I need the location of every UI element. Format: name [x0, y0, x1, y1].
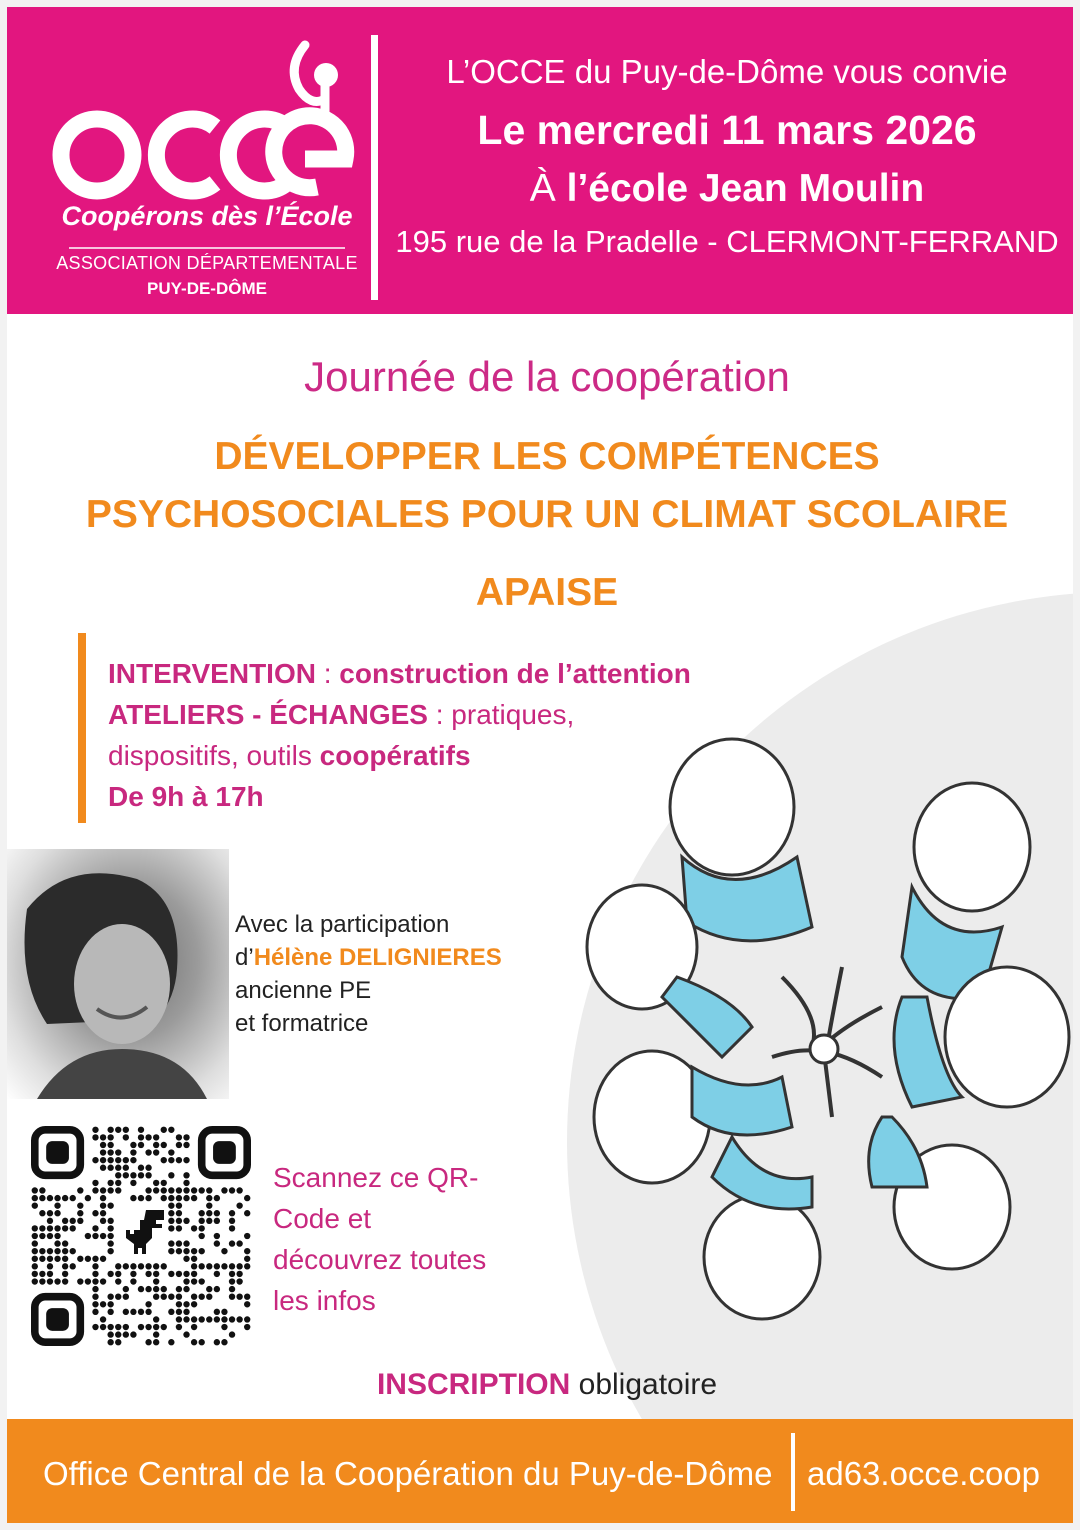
- qr-instructions: Scannez ce QR- Code et découvrez toutes les infos: [273, 1162, 487, 1316]
- participation-block: Avec la participation d’Hélène DELIGNIERES ancienne PE et formatrice: [235, 911, 502, 1037]
- event-venue: [387, 167, 1067, 211]
- event-date: Le mercredi 11 mars 2026: [477, 107, 977, 153]
- venue-name: l’école Jean Moulin: [566, 167, 925, 210]
- qr-code[interactable]: [31, 1126, 251, 1346]
- program-intervention: INTERVENTION : construction de l’attention: [108, 658, 691, 689]
- footer-website-link[interactable]: ad63.occe.coop: [807, 1455, 1041, 1492]
- logo-department: PUY-DE-DÔME: [147, 279, 267, 298]
- footer-divider: [791, 1433, 795, 1511]
- logo-association: ASSOCIATION DÉPARTEMENTALE: [56, 253, 358, 273]
- footer-org-name: Office Central de la Coopération du Puy-de-Dôme: [43, 1455, 773, 1492]
- logo-divider: [69, 247, 345, 249]
- event-title-line1: DÉVELOPPER LES COMPÉTENCES: [214, 435, 880, 478]
- program-ateliers: ATELIERS - ÉCHANGES : pratiques,: [108, 699, 575, 730]
- event-title-line2: PSYCHOSOCIALES POUR UN CLIMAT SCOLAIRE: [85, 493, 1009, 536]
- speaker-portrait: [7, 849, 229, 1099]
- venue-prefix: À: [529, 167, 567, 210]
- program-ateliers-line2: dispositifs, outils coopératifs: [108, 740, 471, 771]
- children-circle-illustration: [582, 717, 1073, 1327]
- logo-tagline: Coopérons dès l’École: [61, 201, 353, 231]
- footer-banner: [7, 1419, 1073, 1523]
- poster: [7, 7, 1073, 1523]
- inscription-note: INSCRIPTION obligatoire: [376, 1368, 718, 1401]
- header-divider: [371, 35, 378, 300]
- program-hours: De 9h à 17h: [108, 781, 264, 812]
- event-title-line3: APAISE: [475, 571, 619, 614]
- event-subtitle: Journée de la coopération: [304, 353, 790, 400]
- occe-logo-mark: [37, 37, 377, 207]
- invitation-line: L’OCCE du Puy-de-Dôme vous convie: [446, 53, 1008, 90]
- speaker-photo: [7, 849, 229, 1099]
- event-address: 195 rue de la Pradelle - CLERMONT-FERRAND: [395, 224, 1059, 259]
- program-accent-bar: [78, 633, 86, 823]
- header-banner: [7, 7, 1073, 314]
- speaker-name: Hélène DELIGNIERES: [253, 944, 502, 971]
